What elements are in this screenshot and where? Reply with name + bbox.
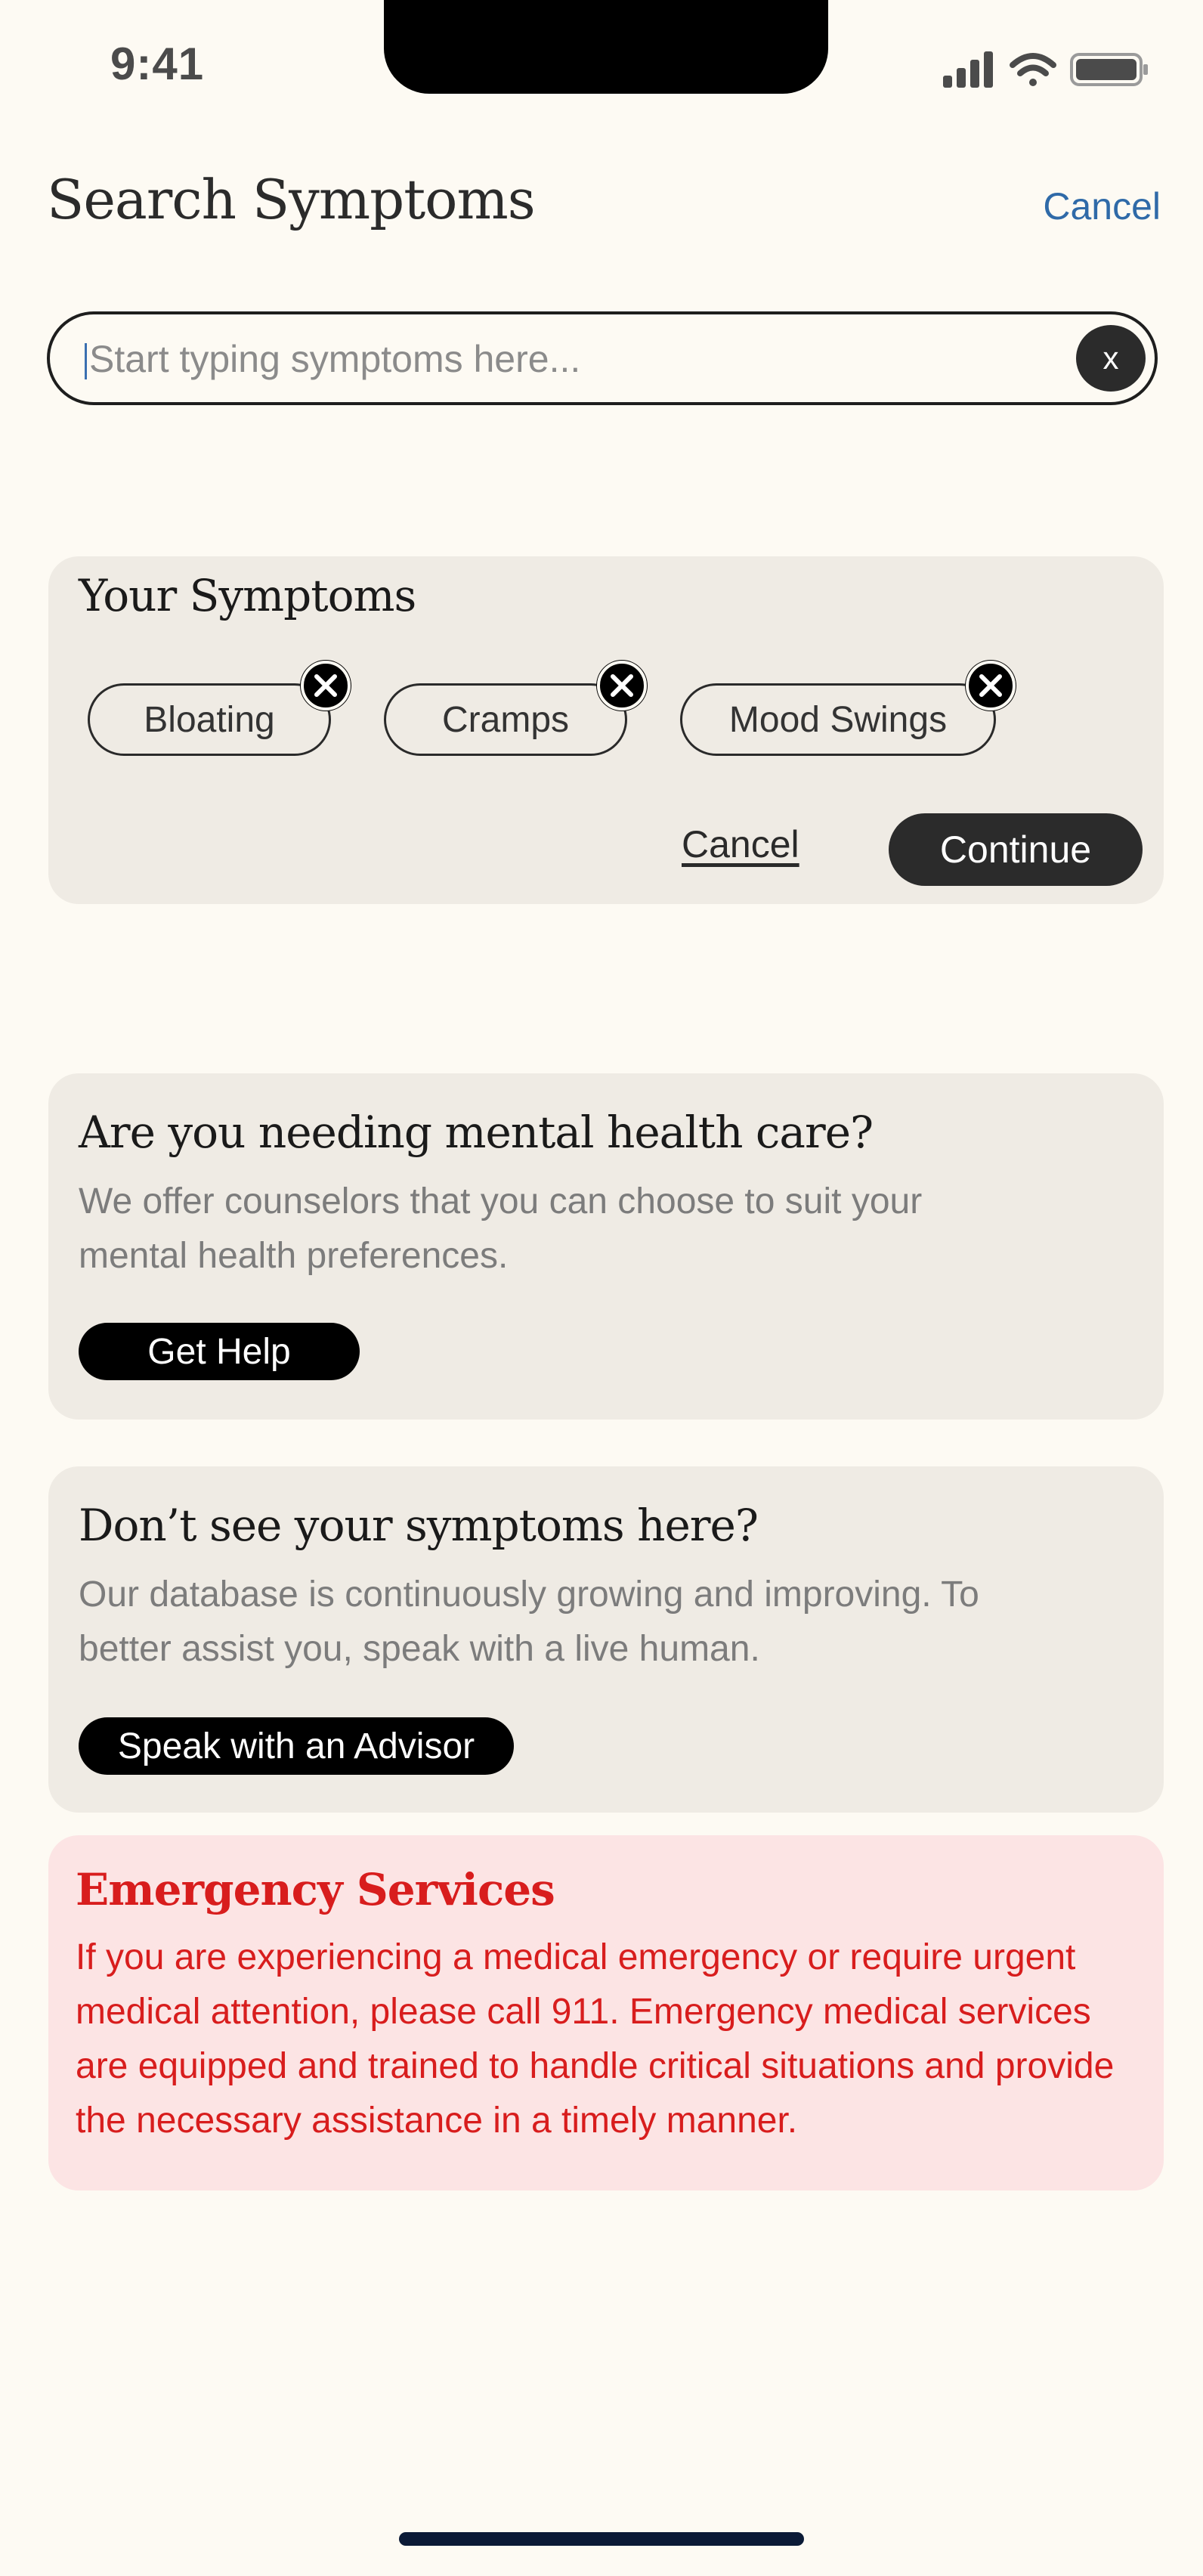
speak-with-advisor-button[interactable]: Speak with an Advisor [79,1717,514,1775]
emergency-description: If you are experiencing a medical emergency or require urgent medical attention, please call 911. Emergency medical services are equipped and trained to handle critical situations and provide the necessary assistance in a timely manner. [76,1937,1115,2141]
status-icons-svg [942,47,1150,92]
continue-button[interactable]: Continue [889,813,1143,886]
header-cancel-button[interactable]: Cancel [1043,185,1161,228]
mental-health-title: Are you needing mental health care? [79,1107,874,1158]
status-time: 9:41 [110,39,205,89]
symptom-chip-label: Cramps [441,699,570,740]
get-help-button[interactable]: Get Help [79,1323,360,1380]
close-circle-icon [965,660,1016,711]
home-indicator[interactable] [399,2532,804,2546]
page-title: Search Symptoms [47,168,535,231]
symptom-chip[interactable] [384,683,627,756]
symptom-chip-label: Mood Swings [728,699,948,740]
remove-symptom-button[interactable] [596,660,648,711]
battery-icon [1072,54,1148,85]
device-notch [384,0,828,94]
remove-symptom-button[interactable] [965,660,1016,711]
emergency-title: Emergency Services [76,1864,555,1915]
close-circle-icon [300,660,351,711]
status-icons [942,47,1150,92]
wifi-icon [1013,56,1053,86]
clear-search-button[interactable]: x [1076,325,1146,392]
mental-health-description: We offer counselors that you can choose to suit your mental health preferences. [79,1181,923,1276]
symptom-search-input[interactable] [88,328,1028,390]
close-circle-icon [596,660,648,711]
missing-symptoms-description: Our database is continuously growing and improving. To better assist you, speak with a live human. [79,1574,979,1669]
text-caret [85,343,87,379]
emergency-services-card [48,1835,1164,2191]
remove-symptom-button[interactable] [300,660,351,711]
mental-health-card [48,1073,1164,1420]
signal-icon [943,51,993,88]
missing-symptoms-title: Don’t see your symptoms here? [79,1500,758,1551]
search-box [47,311,1158,405]
symptom-chip-label: Bloating [144,699,275,740]
missing-symptoms-card [48,1466,1164,1813]
your-symptoms-card [48,556,1164,904]
symptom-chip[interactable] [680,683,996,756]
your-symptoms-title: Your Symptoms [79,570,416,621]
symptoms-cancel-button[interactable]: Cancel [682,823,799,865]
symptom-chip[interactable] [88,683,331,756]
